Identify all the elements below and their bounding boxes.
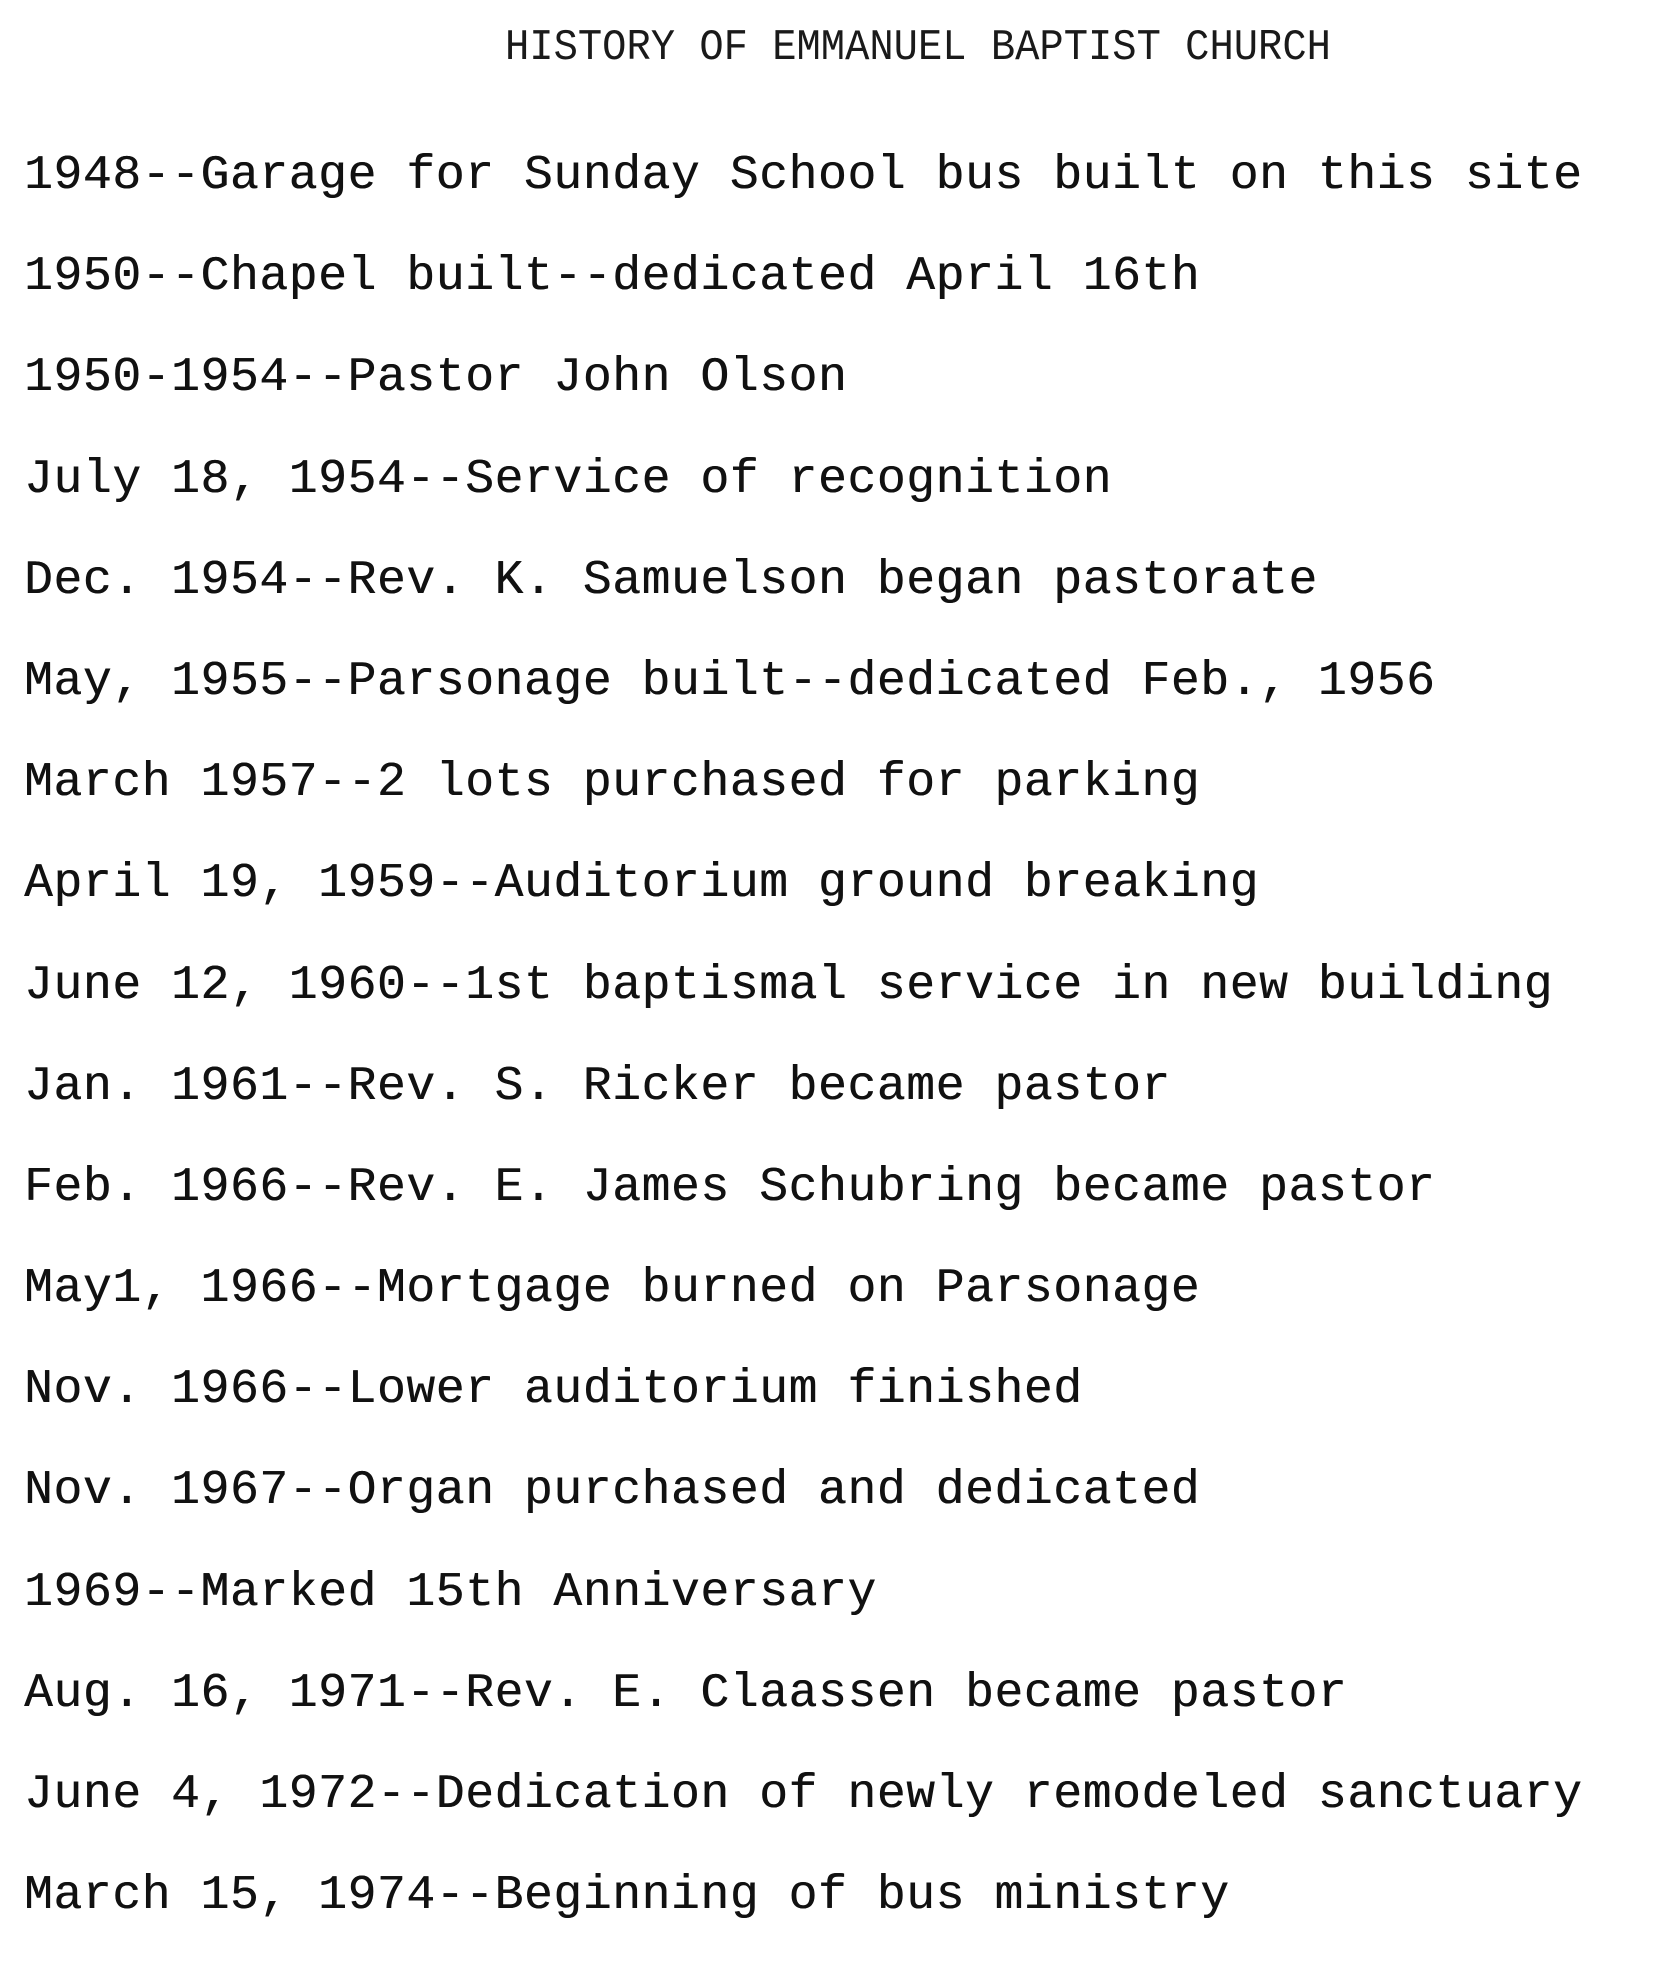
timeline-entry: May1, 1966--Mortgage burned on Parsonage [24,1262,1201,1317]
document-title: HISTORY OF EMMANUEL BAPTIST CHURCH [505,23,1331,73]
timeline-entry: March 1957--2 lots purchased for parking [24,756,1201,811]
timeline-entry: 1950-1954--Pastor John Olson [24,351,848,406]
timeline-entry: Nov. 1966--Lower auditorium finished [24,1363,1083,1418]
timeline-entry: Dec. 1954--Rev. K. Samuelson began pastorate [24,553,1318,608]
timeline-entry: Feb. 1966--Rev. E. James Schubring became pastor [24,1160,1436,1215]
timeline-entry: June 12, 1960--1st baptismal service in new building [24,958,1554,1013]
timeline-entry: Nov. 1967--Organ purchased and dedicated [24,1464,1201,1519]
timeline-entry: 1969--Marked 15th Anniversary [24,1565,877,1620]
history-timeline [24,146,1654,1967]
timeline-entry: April 19, 1959--Auditorium ground breaking [24,857,1259,912]
timeline-entry: May, 1955--Parsonage built--dedicated Feb., 1956 [24,654,1436,709]
timeline-entry: Jan. 1961--Rev. S. Ricker became pastor [24,1059,1171,1114]
timeline-entry: June 4, 1972--Dedication of newly remodeled sanctuary [24,1768,1583,1822]
timeline-entry: July 18, 1954--Service of recognition [24,452,1112,507]
timeline-entry: Aug. 16, 1971--Rev. E. Claassen became pastor [24,1666,1348,1721]
timeline-entry: 1950--Chapel built--dedicated April 16th [24,250,1201,305]
timeline-entry: March 15, 1974--Beginning of bus ministry [24,1869,1230,1924]
timeline-entry: 1948--Garage for Sunday School bus built on this site [24,149,1583,203]
